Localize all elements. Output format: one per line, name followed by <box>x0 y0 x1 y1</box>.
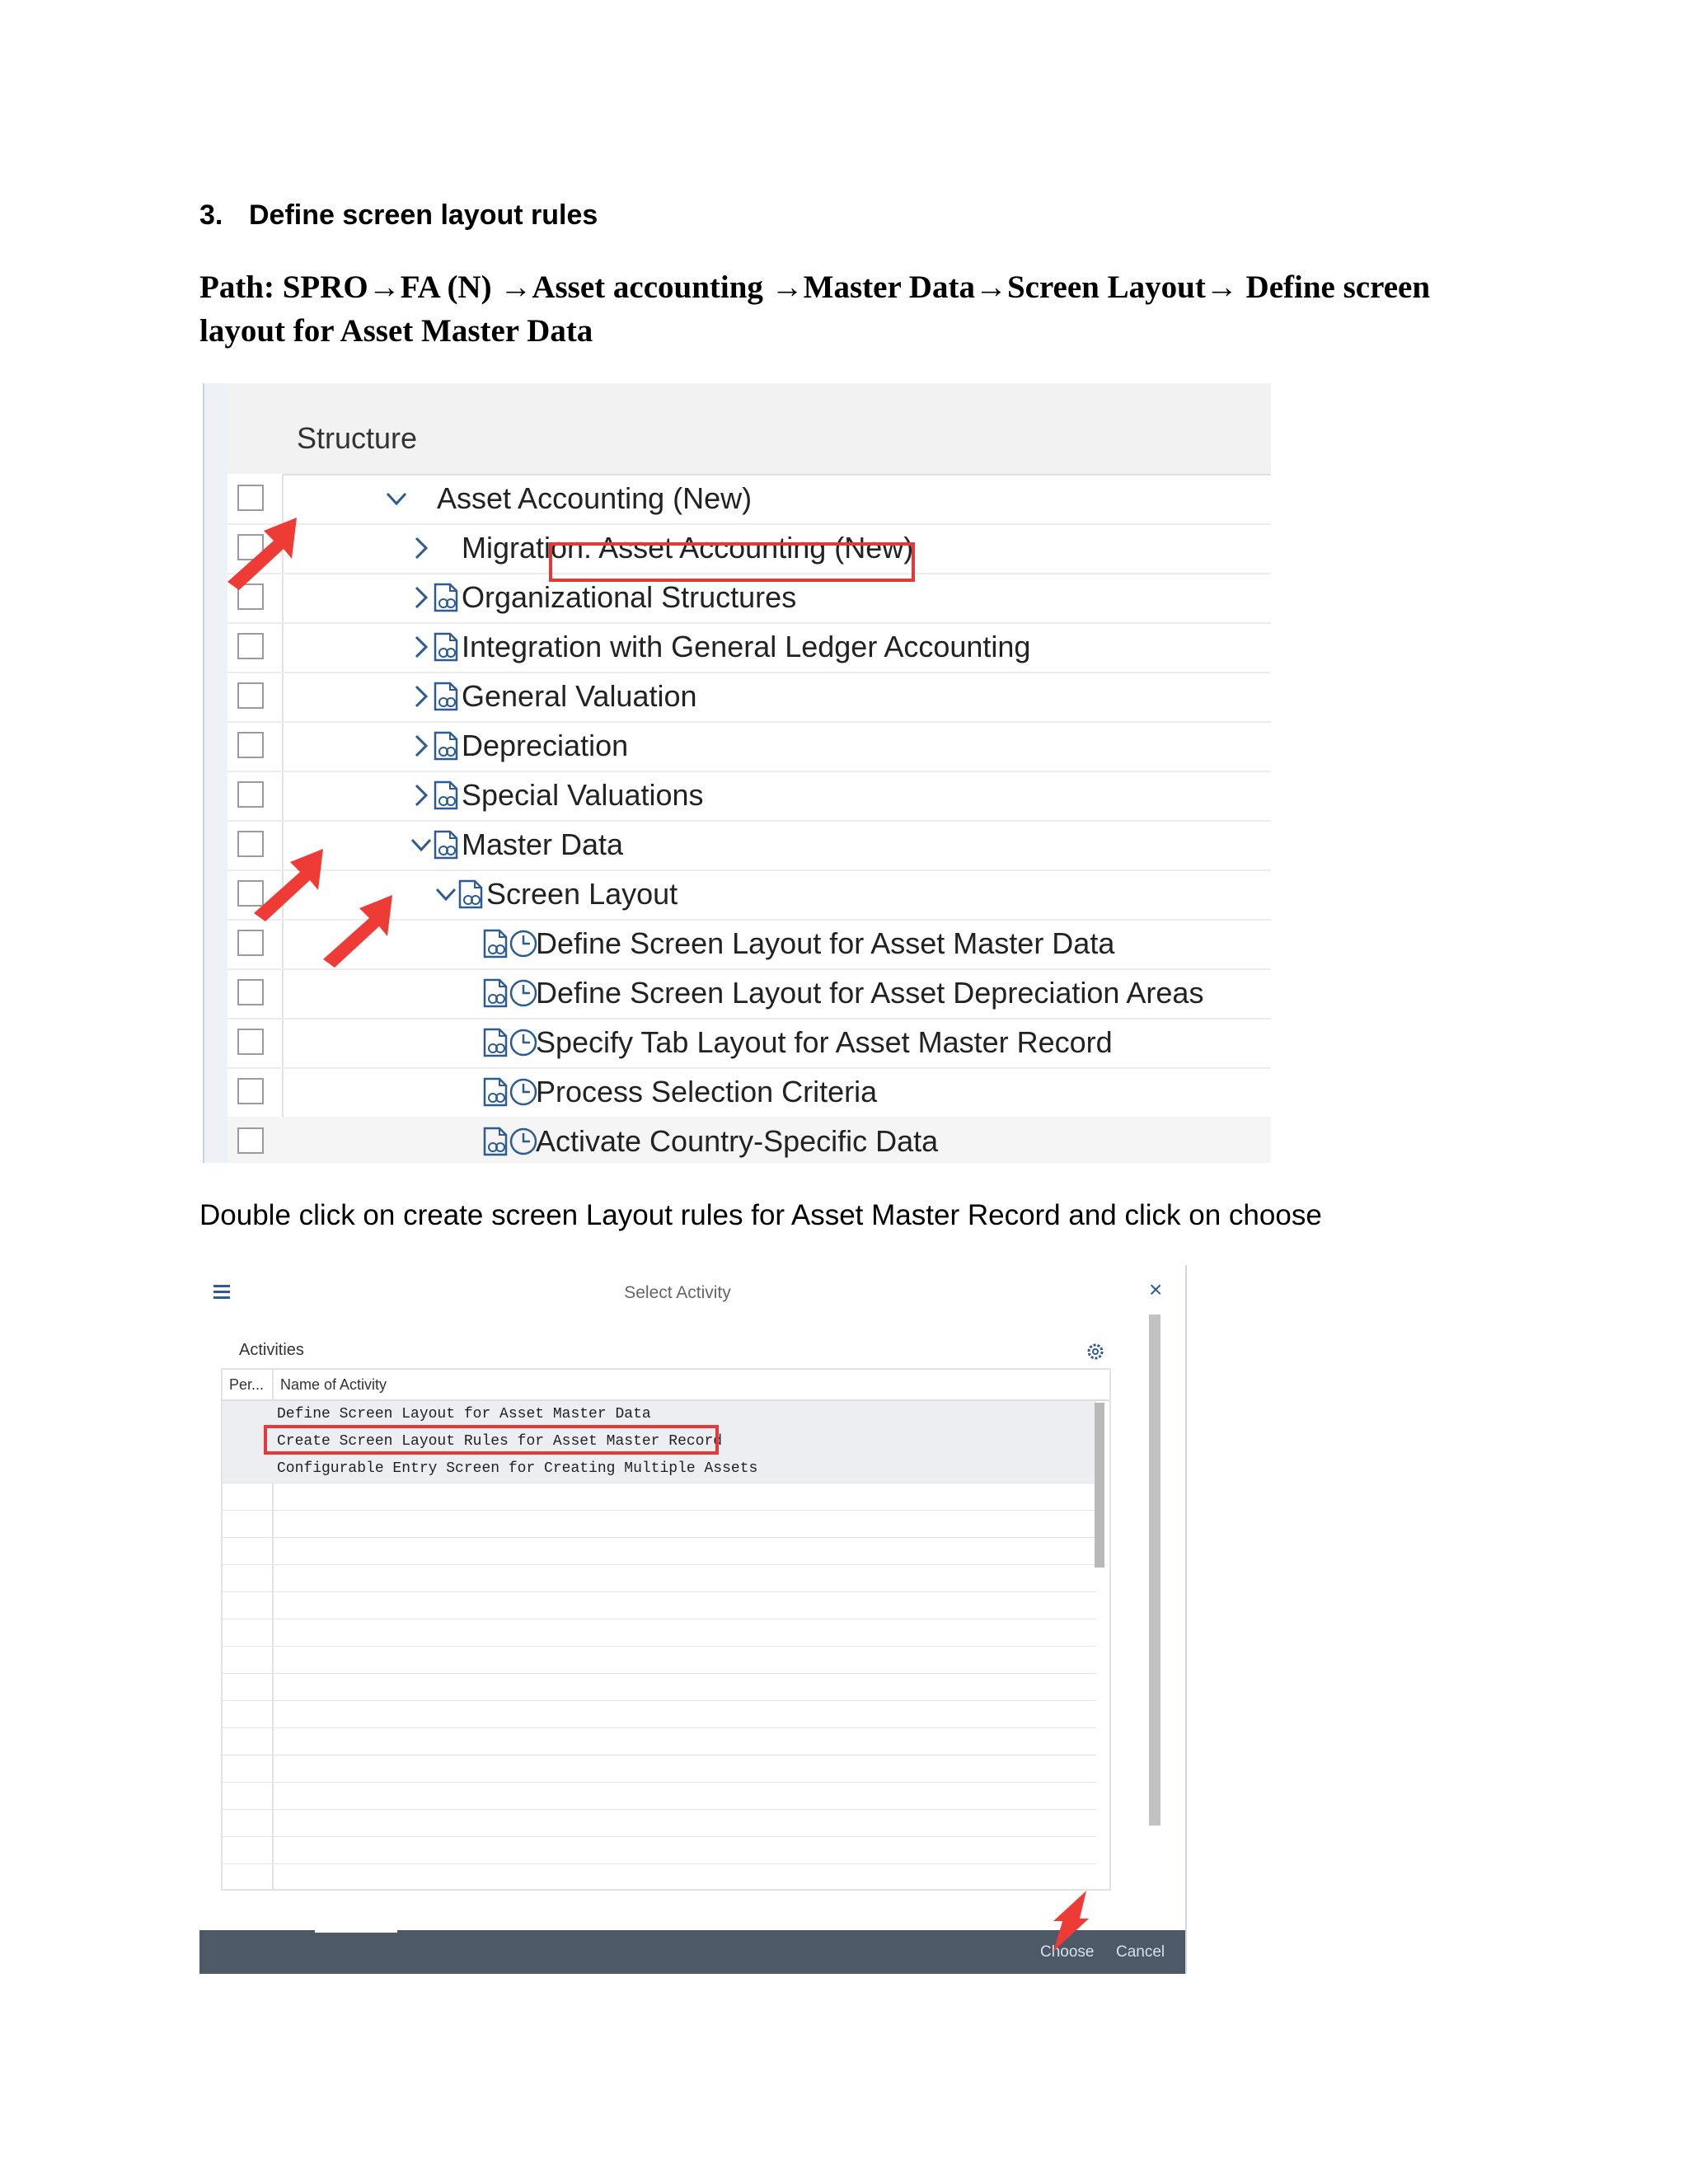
tree-row-label[interactable]: Migration: Asset Accounting (New) <box>462 531 914 565</box>
tree-row[interactable] <box>227 672 1271 723</box>
tree-row-label[interactable]: Activate Country-Specific Data <box>536 1124 939 1158</box>
row-checkbox[interactable] <box>237 781 264 808</box>
clock-icon[interactable] <box>508 928 539 959</box>
structure-screenshot <box>203 383 1271 1163</box>
left-bar <box>203 383 229 1163</box>
tree-row-label[interactable]: Screen Layout <box>486 877 678 911</box>
row-checkbox[interactable] <box>237 930 264 956</box>
select-activity-dialog <box>199 1265 1187 1974</box>
table-row[interactable] <box>223 1537 1096 1565</box>
chevron-down-icon[interactable] <box>384 482 409 515</box>
activity-name[interactable]: Configurable Entry Screen for Creating Multiple Assets <box>277 1460 758 1477</box>
activity-doc-icon[interactable] <box>429 828 462 861</box>
table-row[interactable] <box>223 1836 1096 1864</box>
activity-doc-icon[interactable] <box>453 878 486 911</box>
dialog-footer <box>199 1930 1185 1974</box>
heading-title: Define screen layout rules <box>249 199 598 231</box>
table-row[interactable] <box>223 1646 1096 1674</box>
column-per[interactable]: Per... <box>229 1376 265 1393</box>
gear-icon[interactable] <box>1085 1341 1106 1362</box>
arrow-pointer-1 <box>221 511 303 593</box>
cancel-button[interactable]: Cancel <box>1116 1943 1165 1961</box>
row-checkbox[interactable] <box>237 1127 264 1154</box>
tree-row-label[interactable]: General Valuation <box>462 679 697 713</box>
dialog-scrollbar[interactable] <box>1149 1315 1160 1825</box>
table-row[interactable] <box>223 1782 1096 1810</box>
row-checkbox[interactable] <box>237 682 264 709</box>
row-checkbox[interactable] <box>237 979 264 1005</box>
table-row[interactable] <box>223 1455 1096 1483</box>
table-row[interactable] <box>223 1510 1096 1538</box>
activity-doc-icon[interactable] <box>478 1125 511 1158</box>
activity-name[interactable]: Create Screen Layout Rules for Asset Master Record <box>277 1433 723 1450</box>
row-checkbox[interactable] <box>237 633 264 659</box>
chevron-right-icon[interactable] <box>409 532 434 565</box>
tree-row-label[interactable]: Master Data <box>462 827 624 861</box>
dialog-title: Select Activity <box>624 1283 731 1302</box>
tree-row[interactable] <box>227 771 1271 822</box>
arrow-pointer-choose <box>1040 1888 1106 1954</box>
structure-header-label: Structure <box>297 421 418 455</box>
activity-doc-icon[interactable] <box>429 680 462 713</box>
activities-label: Activities <box>239 1341 304 1359</box>
activity-doc-icon[interactable] <box>478 1076 511 1108</box>
activity-doc-icon[interactable] <box>429 779 462 812</box>
tree-row-label[interactable]: Specify Tab Layout for Asset Master Record <box>536 1025 1113 1059</box>
activity-doc-icon[interactable] <box>478 927 511 960</box>
clock-icon[interactable] <box>508 977 539 1009</box>
structure-table <box>227 383 1271 1163</box>
highlight-define-screen-layout <box>549 542 915 582</box>
highlight-create-screen-layout-rules <box>264 1425 719 1455</box>
activity-doc-icon[interactable] <box>429 630 462 663</box>
tree-row[interactable] <box>227 622 1271 673</box>
tree-row[interactable] <box>227 1018 1271 1069</box>
tree-row-label[interactable]: Depreciation <box>462 729 629 762</box>
activity-doc-icon[interactable] <box>478 1026 511 1059</box>
structure-header <box>227 383 1271 476</box>
activity-doc-icon[interactable] <box>429 729 462 762</box>
dialog-topbar <box>199 1265 1185 1324</box>
table-row[interactable] <box>223 1809 1096 1837</box>
footer-tab-indicator <box>315 1930 397 1933</box>
table-row[interactable] <box>223 1591 1096 1619</box>
tree-row-label[interactable]: Organizational Structures <box>462 580 797 614</box>
table-row[interactable] <box>223 1700 1096 1728</box>
tree-row[interactable] <box>227 1117 1271 1163</box>
tree-row[interactable] <box>227 1067 1271 1118</box>
row-checkbox[interactable] <box>237 485 264 511</box>
tree-row[interactable] <box>227 820 1271 871</box>
row-checkbox[interactable] <box>237 1029 264 1055</box>
tree-row[interactable] <box>227 474 1271 525</box>
tree-row-label[interactable]: Process Selection Criteria <box>536 1075 878 1108</box>
table-row[interactable] <box>223 1755 1096 1783</box>
heading-number: 3. <box>199 199 223 231</box>
tree-row-label[interactable]: Define Screen Layout for Asset Depreciation Areas <box>536 976 1204 1010</box>
table-row[interactable] <box>223 1673 1096 1701</box>
tree-row-label[interactable]: Define Screen Layout for Asset Master Data <box>536 926 1115 960</box>
table-row[interactable] <box>223 1564 1096 1592</box>
activity-name[interactable]: Define Screen Layout for Asset Master Data <box>277 1406 651 1422</box>
row-checkbox[interactable] <box>237 732 264 758</box>
activity-doc-icon[interactable] <box>478 977 511 1010</box>
tree-row-label[interactable]: Special Valuations <box>462 778 704 812</box>
arrow-pointer-3 <box>316 888 399 971</box>
instruction-caption: Double click on create screen Layout rules for Asset Master Record and click on choose <box>199 1199 1322 1231</box>
tree-row-label[interactable]: Integration with General Ledger Accounting <box>462 630 1031 663</box>
activity-doc-icon[interactable] <box>429 581 462 614</box>
table-row[interactable] <box>223 1483 1096 1511</box>
table-header <box>223 1370 1109 1401</box>
clock-icon[interactable] <box>508 1076 539 1108</box>
row-checkbox[interactable] <box>237 1078 264 1104</box>
tree-row[interactable] <box>227 721 1271 772</box>
clock-icon[interactable] <box>508 1027 539 1058</box>
tree-row[interactable] <box>227 968 1271 1019</box>
tree-row-label[interactable]: Asset Accounting (New) <box>437 481 753 515</box>
table-scrollbar[interactable] <box>1095 1403 1104 1568</box>
table-row[interactable] <box>223 1619 1096 1647</box>
path-text: Path: SPRO→FA (N) →Asset accounting →Master Data→Screen Layout→ Define screen layout for Asset Master Data <box>199 269 1431 349</box>
choose-button[interactable]: Choose <box>1040 1943 1095 1961</box>
clock-icon[interactable] <box>508 1126 539 1157</box>
column-name-of-activity[interactable]: Name of Activity <box>280 1376 387 1393</box>
close-icon[interactable]: × <box>1149 1277 1163 1302</box>
table-row[interactable] <box>223 1727 1096 1755</box>
